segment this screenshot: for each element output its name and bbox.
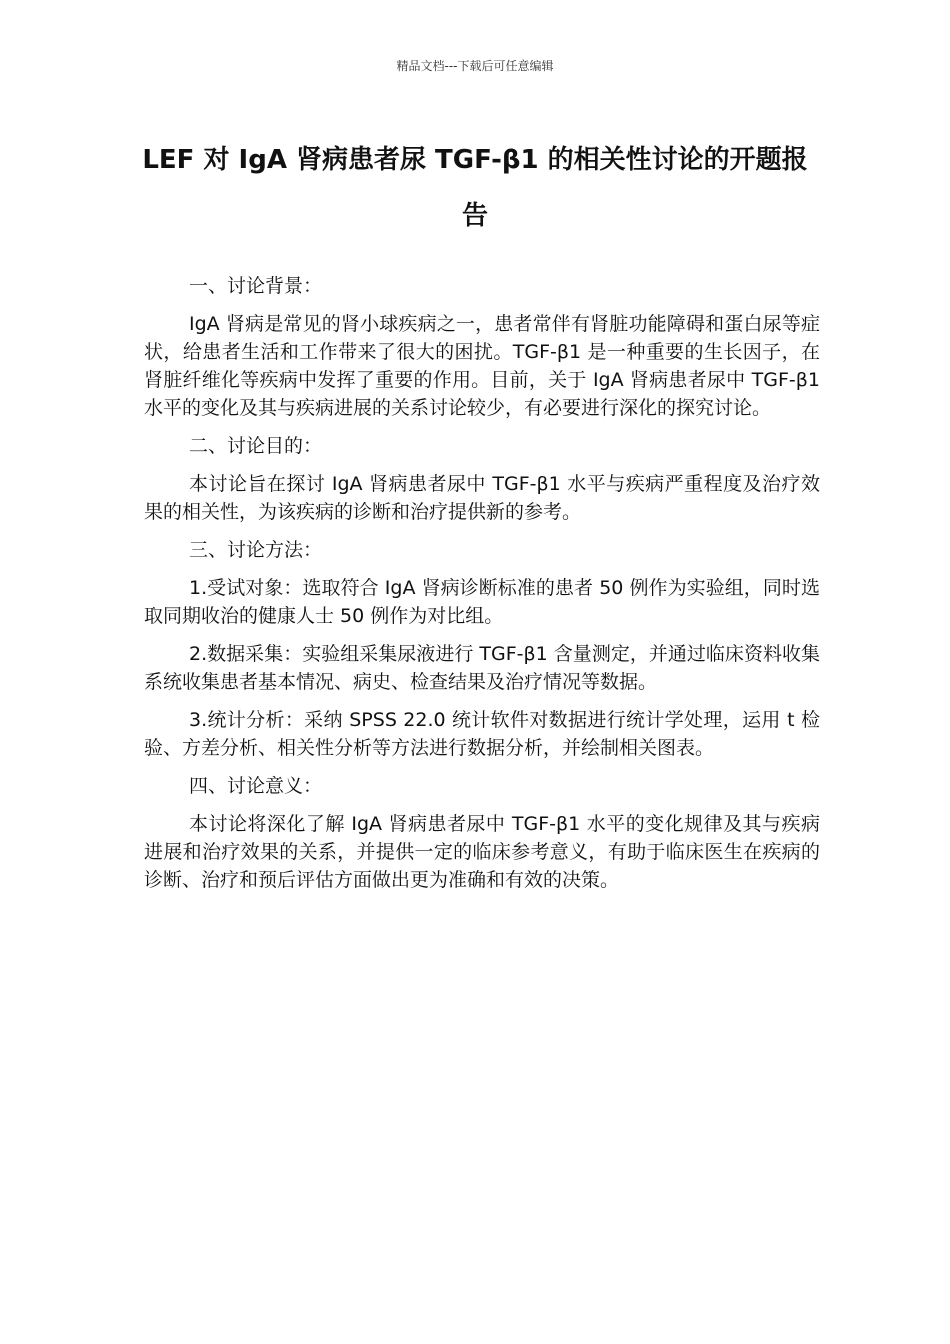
document-body [144, 272, 820, 904]
section-methods [144, 536, 820, 762]
section-heading: 三、讨论方法： [189, 539, 323, 561]
document-title: LEF 对 IgA 肾病患者尿 TGF-β1 的相关性讨论的开题报告 [142, 145, 808, 231]
page-header-watermark: 精品文档---下载后可任意编辑 [396, 59, 554, 73]
section-heading: 一、讨论背景： [189, 275, 323, 297]
paragraph: 2.数据采集：实验组采集尿液进行 TGF-β1 含量测定，并通过临床资料收集系统收集患者基本情况、病史、检查结果及治疗情况等数据。 [144, 643, 820, 693]
section-heading: 二、讨论目的： [189, 435, 323, 457]
paragraph: 本讨论将深化了解 IgA 肾病患者尿中 TGF-β1 水平的变化规律及其与疾病进展和治疗效果的关系，并提供一定的临床参考意义，有助于临床医生在疾病的诊断、治疗和预后评估方面做出更为准确和有效的决策。 [144, 813, 820, 891]
paragraph: IgA 肾病是常见的肾小球疾病之一，患者常伴有肾脏功能障碍和蛋白尿等症状，给患者生活和工作带来了很大的困扰。TGF-β1 是一种重要的生长因子，在肾脏纤维化等疾病中发挥了重要的作用。目前，关于 IgA 肾病患者尿中 TGF-β1 水平的变化及其与疾病进展的关系讨论较少，有必要进行深化的探究讨论。 [144, 313, 820, 419]
paragraph: 3.统计分析：采纳 SPSS 22.0 统计软件对数据进行统计学处理，运用 t 检验、方差分析、相关性分析等方法进行数据分析，并绘制相关图表。 [144, 709, 820, 759]
paragraph: 1.受试对象：选取符合 IgA 肾病诊断标准的患者 50 例作为实验组，同时选取同期收治的健康人士 50 例作为对比组。 [144, 577, 820, 627]
section-background [144, 272, 820, 422]
section-purpose [144, 432, 820, 526]
paragraph: 本讨论旨在探讨 IgA 肾病患者尿中 TGF-β1 水平与疾病严重程度及治疗效果的相关性，为该疾病的诊断和治疗提供新的参考。 [144, 473, 820, 523]
section-significance [144, 772, 820, 894]
section-heading: 四、讨论意义： [189, 775, 323, 797]
